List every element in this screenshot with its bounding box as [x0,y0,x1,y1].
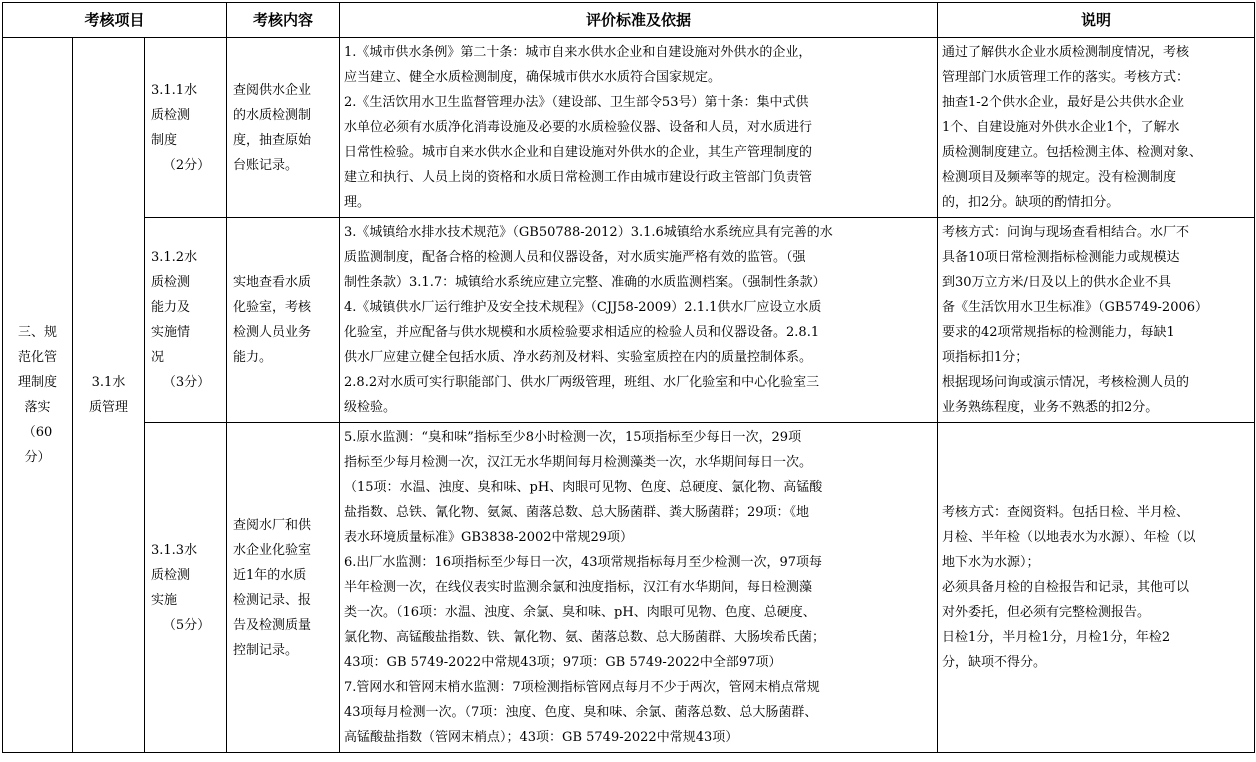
criteria-line: 应当建立、健全水质检测制度，确保城市供水水质符合国家规定。 [344,70,722,85]
content-cell [227,423,340,753]
category-line: 三、规 [17,325,57,340]
notes-line: 管理部门水质管理工作的落实。考核方式： [942,70,1190,85]
item-cell [145,38,227,218]
header-content: 考核内容 [227,3,340,38]
criteria-line: 质监测制度，配备合格的检测人员和仪器设备，对水质实施严格有效的监管。（强 [344,250,806,265]
notes-line: 业务熟练程度，业务不熟悉的扣2分。 [942,400,1159,415]
content-line: 台账记录。 [233,157,299,173]
notes-line: 具备10项日常检测指标检测能力或规模达 [942,250,1180,265]
category-line: 范化管 [17,350,57,365]
content-line: 的水质检测制 [233,107,312,123]
criteria-line: 建立和执行、人员上岗的资格和水质日常检测工作由城市建设行政主管部门负责管 [344,170,813,185]
notes-line: 地下水为水源）； [942,555,1040,570]
criteria-line: 4.《城镇供水厂运行维护及安全技术规程》（CJJ58-2009）2.1.1供水厂应设立水质 [344,300,822,315]
content-cell [227,38,340,218]
criteria-line: 半年检测一次，在线仪表实时监测余氯和浊度指标，汉江有水华期间，每日检测藻 [344,580,813,595]
notes-line: 通过了解供水企业水质检测制度情况，考核 [942,45,1190,60]
notes-line: 日检1分，半月检1分，月检1分，年检2 [942,630,1171,645]
header-project: 考核项目 [3,3,227,38]
item-line: 实施 [151,592,178,608]
criteria-line: 日常性检验。城市自来水供水企业和自建设施对外供水的企业，其生产管理制度的 [344,145,813,160]
subcategory-cell [73,38,145,753]
criteria-line: 表水环境质量标准》GB3838-2002中常规29项） [344,530,634,545]
criteria-cell [340,423,938,753]
table-row [3,423,1255,753]
criteria-cell [340,38,938,218]
header-notes: 说明 [938,3,1255,38]
category-line: 理制度 [17,375,57,390]
content-line: 告及检测质量 [233,617,312,633]
item-line: 质检测 [151,275,191,290]
notes-line: 分，缺项不得分。 [942,655,1047,670]
category-line: （60 [22,425,53,440]
item-line: （2分） [162,157,211,173]
item-line: 能力及 [151,300,191,315]
notes-cell [938,423,1255,753]
notes-line: 必须具备月检的自检报告和记录，其他可以 [942,580,1190,595]
notes-line: 项指标扣1分； [942,350,1029,365]
criteria-line: 供水厂应建立健全包括水质、净水药剂及材料、实验室质控在内的质量控制体系。 [344,350,813,365]
criteria-line: 43项：GB 5749-2022中常规43项；97项：GB 5749-2022中全部97项） [344,655,782,670]
criteria-line: 2.《生活饮用水卫生监督管理办法》（建设部、卫生部令53号）第十条：集中式供 [344,95,809,110]
criteria-line: 水单位必须有水质净化消毒设施及必要的水质检验仪器、设备和人员，对水质进行 [344,120,813,135]
subcategory-line: 3.1水 [91,375,126,390]
notes-line: 抽查1-2个供水企业，最好是公共供水企业 [942,95,1184,110]
notes-line: 对外委托，但必须有完整检测报告。 [942,605,1151,620]
assessment-table [2,2,1255,753]
criteria-line: 43项每月检测一次。（7项：浊度、色度、臭和味、余氯、菌落总数、总大肠菌群、 [344,705,818,720]
notes-line: 检测项目及频率等的规定。没有检测制度 [942,170,1177,185]
item-line: 3.1.1水 [151,82,198,98]
content-line: 化验室，考核 [233,300,312,315]
content-line: 检测人员业务 [233,325,312,340]
notes-line: 到30万立方米/日及以上的供水企业不具 [942,275,1171,290]
notes-line: 考核方式：查阅资料。包括日检、半月检、 [942,505,1190,520]
notes-line: 备《生活饮用水卫生标准》（GB5749-2006） [942,300,1209,315]
content-line: 查阅供水企业 [233,82,312,98]
header-row [3,3,1255,38]
notes-line: 的，扣2分。缺项的酌情扣分。 [942,195,1120,210]
content-line: 近1年的水质 [233,567,307,583]
criteria-line: 类一次。（16项：水温、浊度、余氯、臭和味、pH、肉眼可见物、色度、总硬度、 [344,605,816,620]
header-criteria: 评价标准及依据 [340,3,938,38]
content-line: 水企业化验室 [233,542,312,558]
item-line: 制度 [151,132,178,148]
notes-line: 根据现场问询或演示情况，考核检测人员的 [942,375,1190,390]
content-line: 查阅水厂和供 [233,517,312,533]
content-line: 度，抽查原始 [233,132,312,148]
criteria-line: 盐指数、总铁、氰化物、氨氮、菌落总数、总大肠菌群、粪大肠菌群；29项：《地 [344,505,810,520]
item-cell [145,218,227,423]
notes-line: 考核方式：问询与现场查看相结合。水厂不 [942,225,1190,240]
criteria-line: 7.管网水和管网末梢水监测：7项检测指标管网点每月不少于两次，管网末梢点常规 [344,680,820,695]
notes-line: 月检、半年检（以地表水为水源）、年检（以 [942,530,1196,545]
category-line: 分） [24,450,51,465]
category-cell [3,38,73,753]
content-cell [227,218,340,423]
notes-line: 1个、自建设施对外供水企业1个，了解水 [942,120,1180,135]
item-line: 3.1.2水 [151,250,198,265]
table-row [3,218,1255,423]
criteria-line: 2.8.2对水质可实行职能部门、供水厂两级管理，班组、水厂化验室和中心化验室三 [344,375,820,390]
criteria-line: 1.《城市供水条例》第二十条：城市自来水供水企业和自建设施对外供水的企业， [344,45,812,60]
criteria-line: 指标至少每月检测一次，汉江无水华期间每月检测藻类一次，水华期间每日一次。 [344,455,813,470]
content-line: 控制记录。 [233,642,299,658]
criteria-cell [340,218,938,423]
criteria-line: 5.原水监测：“臭和味”指标至少8小时检测一次，15项指标至少每日一次，29项 [344,430,802,445]
item-line: （5分） [162,617,211,633]
item-line: 3.1.3水 [151,542,198,558]
criteria-line: 化验室，并应配备与供水规模和水质检验要求相适应的检验人员和仪器设备。2.8.1 [344,325,820,340]
notes-cell [938,218,1255,423]
notes-cell [938,38,1255,218]
content-line: 检测记录、报 [233,592,312,608]
category-line: 落实 [24,400,51,415]
criteria-line: 高锰酸盐指数（管网末梢点）；43项：GB 5749-2022中常规43项） [344,730,739,745]
criteria-line: 6.出厂水监测：16项指标至少每日一次，43项常规指标每月至少检测一次，97项每 [344,555,823,570]
item-line: 质检测 [151,107,191,123]
content-line: 实地查看水质 [233,275,312,290]
subcategory-line: 质管理 [88,400,128,415]
content-line: 能力。 [233,350,273,365]
criteria-line: 3.《城镇给水排水技术规范》（GB50788-2012）3.1.6城镇给水系统应具有完善的水 [344,225,833,240]
item-line: （3分） [162,375,211,390]
criteria-line: 级检验。 [344,400,397,415]
item-cell [145,423,227,753]
criteria-line: （15项：水温、浊度、臭和味、pH、肉眼可见物、色度、总硬度、氯化物、高锰酸 [344,480,823,495]
notes-line: 要求的42项常规指标的检测能力，每缺1 [942,325,1175,340]
criteria-line: 制性条款）3.1.7：城镇给水系统应建立完整、准确的水质监测档案。（强制性条款） [344,275,826,290]
criteria-line: 氯化物、高锰酸盐指数、铁、氰化物、氨、菌落总数、总大肠菌群、大肠埃希氏菌； [344,630,826,645]
criteria-line: 理。 [344,195,371,210]
item-line: 实施情 [151,325,191,340]
notes-line: 质检测制度建立。包括检测主体、检测对象、 [942,145,1203,160]
item-line: 况 [151,350,165,365]
item-line: 质检测 [151,567,191,583]
table-row [3,38,1255,218]
